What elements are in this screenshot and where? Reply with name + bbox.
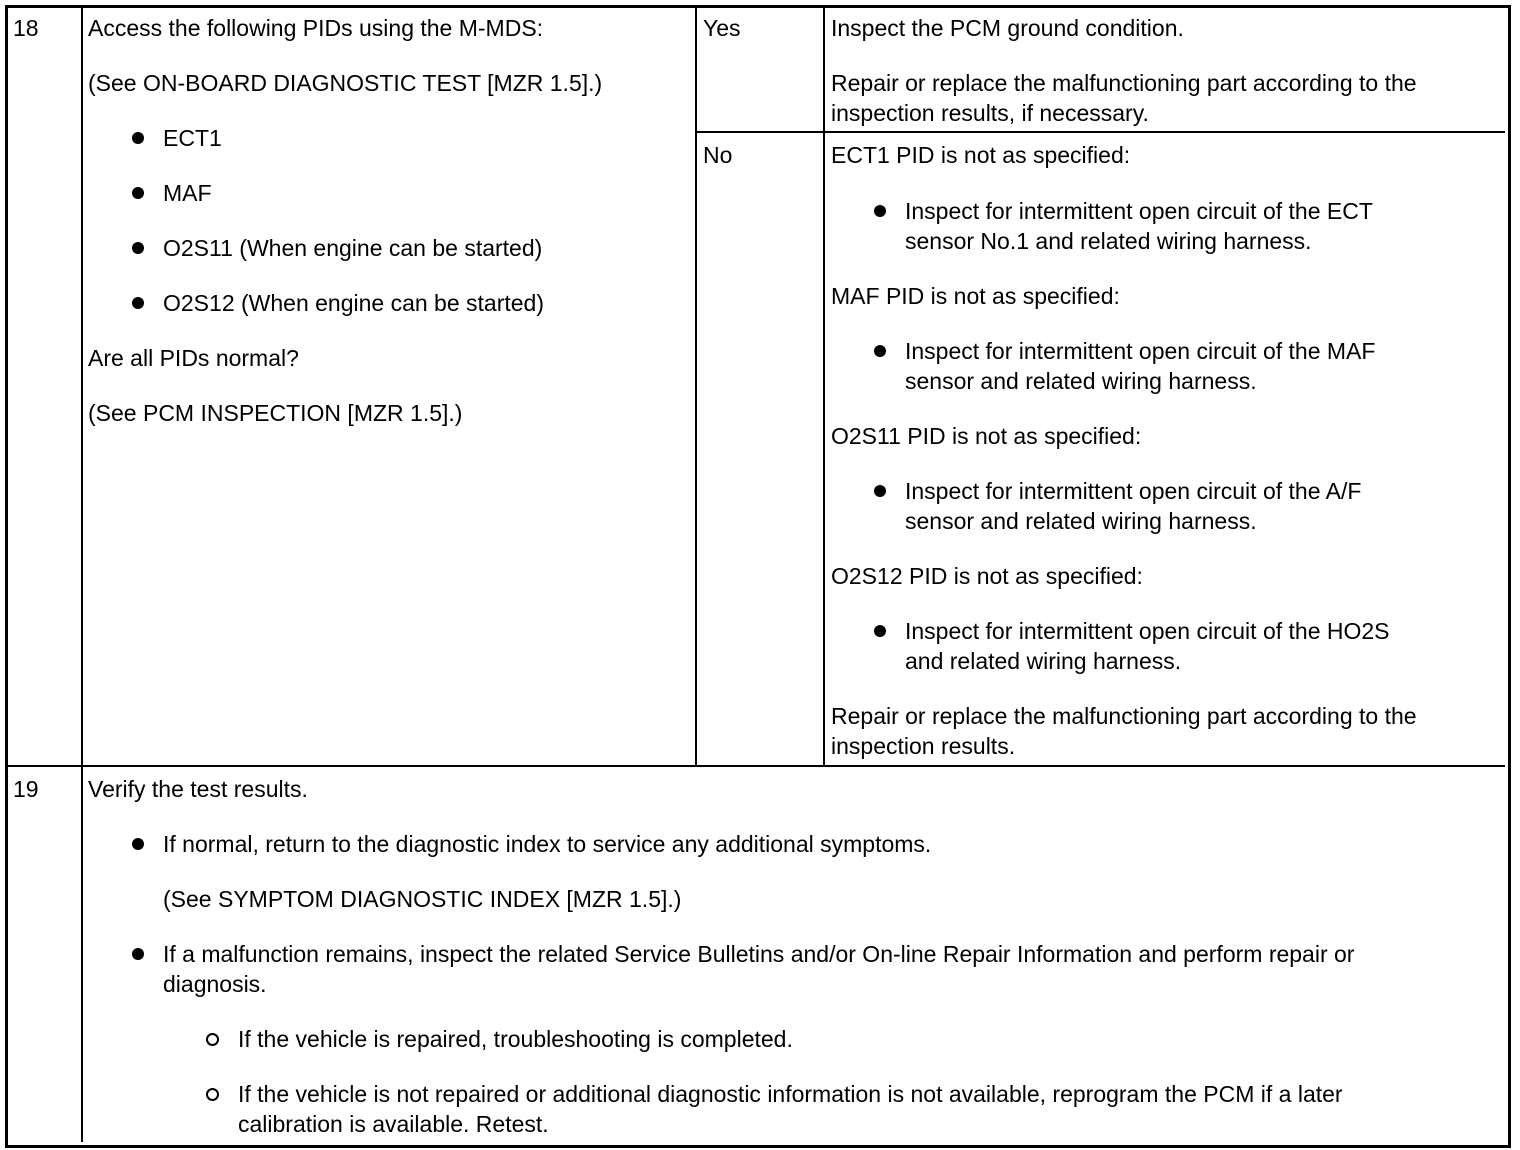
row-divider-yes-no [695,131,1505,133]
no-item-head: ECT1 PID is not as specified: [831,142,1131,168]
action-intro: Access the following PIDs using the M-MDS: [88,15,544,41]
pid-item: O2S11 (When engine can be started) [163,235,543,261]
bullet-icon [132,297,144,309]
verify-bullet-2b: diagnosis. [163,971,267,997]
bullet-icon [132,132,144,144]
verify-see-link[interactable]: (See SYMPTOM DIAGNOSTIC INDEX [MZR 1.5].) [163,886,682,912]
bullet-icon [874,485,886,497]
no-item-bullet-line: Inspect for intermittent open circuit of the ECT [905,198,1373,224]
bullet-icon [132,838,144,850]
action-see-link[interactable]: (See ON-BOARD DIAGNOSTIC TEST [MZR 1.5].) [88,70,603,96]
verify-bullet-2a: If a malfunction remains, inspect the related Service Bulletins and/or On-line Repair Information and perform repair or [163,941,1355,967]
no-item-head: MAF PID is not as specified: [831,283,1120,309]
verify-sub-2b: calibration is available. Retest. [238,1111,549,1137]
col-divider-step [81,8,83,1142]
verify-sub-1: If the vehicle is repaired, troubleshooting is completed. [238,1026,793,1052]
bullet-icon [874,345,886,357]
bullet-icon [874,625,886,637]
action-see-link-2[interactable]: (See PCM INSPECTION [MZR 1.5].) [88,400,463,426]
no-item-bullet-line: Inspect for intermittent open circuit of the HO2S [905,618,1390,644]
row-divider-steps [8,765,1505,767]
verify-bullet-1: If normal, return to the diagnostic index to service any additional symptoms. [163,831,932,857]
no-item-bullet-line: Inspect for intermittent open circuit of the A/F [905,478,1362,504]
no-item-head: O2S11 PID is not as specified: [831,423,1142,449]
col-divider-result [823,8,825,767]
verify-intro: Verify the test results. [88,776,308,802]
yes-label: Yes [703,15,741,41]
bullet-icon [132,948,144,960]
pid-item: O2S12 (When engine can be started) [163,290,545,316]
no-item-bullet-line: sensor and related wiring harness. [905,508,1257,534]
verify-sub-2a: If the vehicle is not repaired or additional diagnostic information is not available, reprogram the PCM if a later [238,1081,1343,1107]
no-footer-a: Repair or replace the malfunctioning part according to the [831,703,1417,729]
step-number: 18 [13,15,39,41]
yes-line-2a: Repair or replace the malfunctioning part according to the [831,70,1417,96]
col-divider-action [695,8,697,767]
no-item-head: O2S12 PID is not as specified: [831,563,1143,589]
no-label: No [703,142,733,168]
no-item-bullet-line: sensor and related wiring harness. [905,368,1257,394]
pid-item: MAF [163,180,212,206]
no-item-bullet-line: sensor No.1 and related wiring harness. [905,228,1312,254]
yes-line-2b: inspection results, if necessary. [831,100,1149,126]
bullet-icon [132,187,144,199]
sub-bullet-icon [206,1033,219,1046]
sub-bullet-icon [206,1088,219,1101]
no-item-bullet-line: Inspect for intermittent open circuit of the MAF [905,338,1376,364]
pid-item: ECT1 [163,125,222,151]
yes-line-1: Inspect the PCM ground condition. [831,15,1184,41]
no-footer-b: inspection results. [831,733,1016,759]
bullet-icon [132,242,144,254]
no-item-bullet-line: and related wiring harness. [905,648,1182,674]
bullet-icon [874,205,886,217]
action-question: Are all PIDs normal? [88,345,299,371]
step-number: 19 [13,776,39,802]
